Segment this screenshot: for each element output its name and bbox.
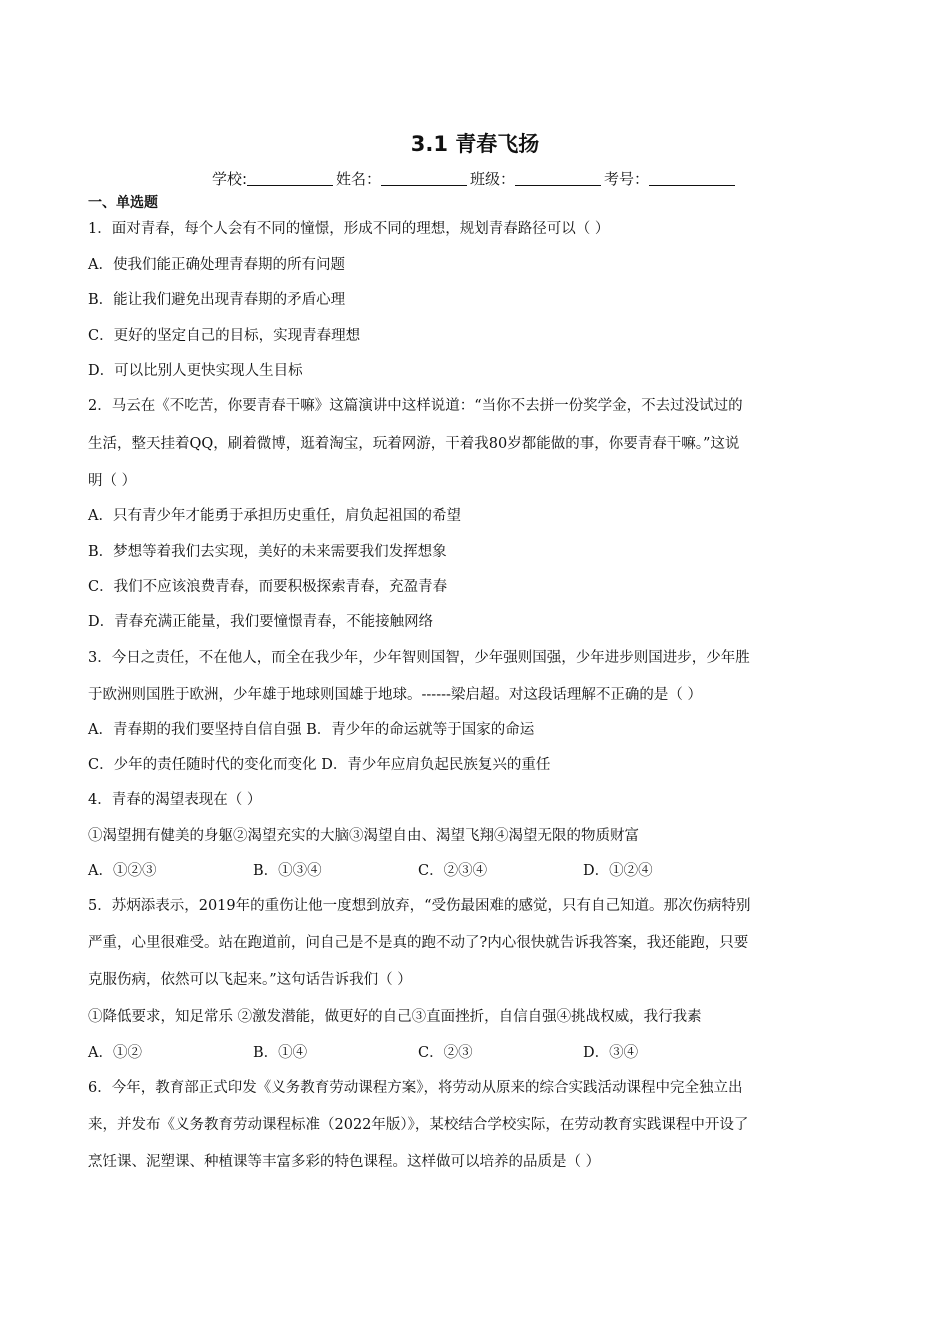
- q2-option-b: B．梦想等着我们去实现，美好的未来需要我们发挥想象: [88, 544, 447, 560]
- q1-option-a: A．使我们能正确处理青春期的所有问题: [88, 257, 345, 273]
- q3-options-cd: C．少年的责任随时代的变化而变化 D．青少年应肩负起民族复兴的重任: [88, 757, 551, 773]
- q1-option-d: D．可以比别人更快实现人生目标: [88, 363, 303, 379]
- q2-stem-line3: 明（ ）: [88, 473, 137, 489]
- q5-option-a: A．①②: [88, 1045, 142, 1061]
- q3-stem-line2: 于欧洲则国胜于欧洲，少年雄于地球则国雄于地球。------梁启超。对这段话理解不正确的是（ ）: [88, 687, 703, 703]
- q5-option-c: C．②③: [418, 1045, 473, 1061]
- class-blank[interactable]: [515, 171, 601, 186]
- q3-stem-line1: 3．今日之责任，不在他人，而全在我少年，少年智则国智，少年强则国强，少年进步则国进步，少年胜: [88, 650, 750, 666]
- q5-stem-line2: 严重，心里很难受。站在跑道前，问自己是不是真的跑不动了?内心很快就告诉我答案，我还能跑，只要: [88, 935, 749, 951]
- q6-stem-line3: 烹饪课、泥塑课、种植课等丰富多彩的特色课程。这样做可以培养的品质是（ ）: [88, 1154, 601, 1170]
- q6-stem-line2: 来，并发布《义务教育劳动课程标准（2022年版）》，某校结合学校实际，在劳动教育实践课程中开设了: [88, 1117, 749, 1133]
- q2-option-a: A．只有青少年才能勇于承担历史重任，肩负起祖国的希望: [88, 508, 461, 524]
- q5-items: ①降低要求，知足常乐 ②激发潜能，做更好的自己③直面挫折，自信自强④挑战权威，我行我素: [88, 1009, 702, 1025]
- name-blank[interactable]: [381, 171, 467, 186]
- q1-option-c: C．更好的坚定自己的目标，实现青春理想: [88, 328, 361, 344]
- class-label: 班级：: [470, 170, 516, 188]
- school-blank[interactable]: [247, 171, 333, 186]
- student-info-line: [0, 168, 950, 189]
- q5-stem-line1: 5．苏炳添表示，2019年的重伤让他一度想到放弃，“受伤最困难的感觉，只有自己知道。那次伤病特别: [88, 898, 751, 914]
- q4-option-c: C．②③④: [418, 863, 488, 879]
- q1-stem: 1．面对青春，每个人会有不同的憧憬，形成不同的理想，规划青春路径可以（ ）: [88, 221, 610, 237]
- q5-option-d: D．③④: [583, 1045, 639, 1061]
- q4-items: ①渴望拥有健美的身躯②渴望充实的大脑③渴望自由、渴望飞翔④渴望无限的物质财富: [88, 828, 639, 844]
- q4-option-a: A．①②③: [88, 863, 157, 879]
- page-title: 3.1 青春飞扬: [410, 132, 540, 156]
- exam-number-blank[interactable]: [649, 171, 735, 186]
- section-heading: 一、单选题: [88, 195, 158, 211]
- q5-option-b: B．①④: [253, 1045, 308, 1061]
- exam-number-label: 考号：: [604, 170, 650, 188]
- school-label: 学校:: [211, 170, 247, 188]
- q2-option-c: C．我们不应该浪费青春，而要积极探索青春，充盈青春: [88, 579, 448, 595]
- q5-stem-line3: 克服伤病，依然可以飞起来。”这句话告诉我们（ ）: [88, 972, 412, 988]
- name-label: 姓名：: [336, 170, 382, 188]
- q3-options-ab: A．青春期的我们要坚持自信自强 B．青少年的命运就等于国家的命运: [88, 722, 535, 738]
- q1-option-b: B．能让我们避免出现青春期的矛盾心理: [88, 292, 346, 308]
- q2-stem-line1: 2．马云在《不吃苦，你要青春干嘛》这篇演讲中这样说道：“当你不去拼一份奖学金，不去过没试过的: [88, 398, 743, 414]
- q2-option-d: D．青春充满正能量，我们要憧憬青春，不能接触网络: [88, 614, 434, 630]
- q6-stem-line1: 6．今年，教育部正式印发《义务教育劳动课程方案》，将劳动从原来的综合实践活动课程中完全独立出: [88, 1080, 743, 1096]
- q4-option-d: D．①②④: [583, 863, 653, 879]
- q4-options: [88, 859, 748, 880]
- q5-options: [88, 1041, 748, 1062]
- q2-stem-line2: 生活，整天挂着QQ，刷着微博，逛着淘宝，玩着网游，干着我80岁都能做的事，你要青春干嘛。”这说: [88, 436, 740, 452]
- q4-stem: 4．青春的渴望表现在（ ）: [88, 792, 262, 808]
- q4-option-b: B．①③④: [253, 863, 322, 879]
